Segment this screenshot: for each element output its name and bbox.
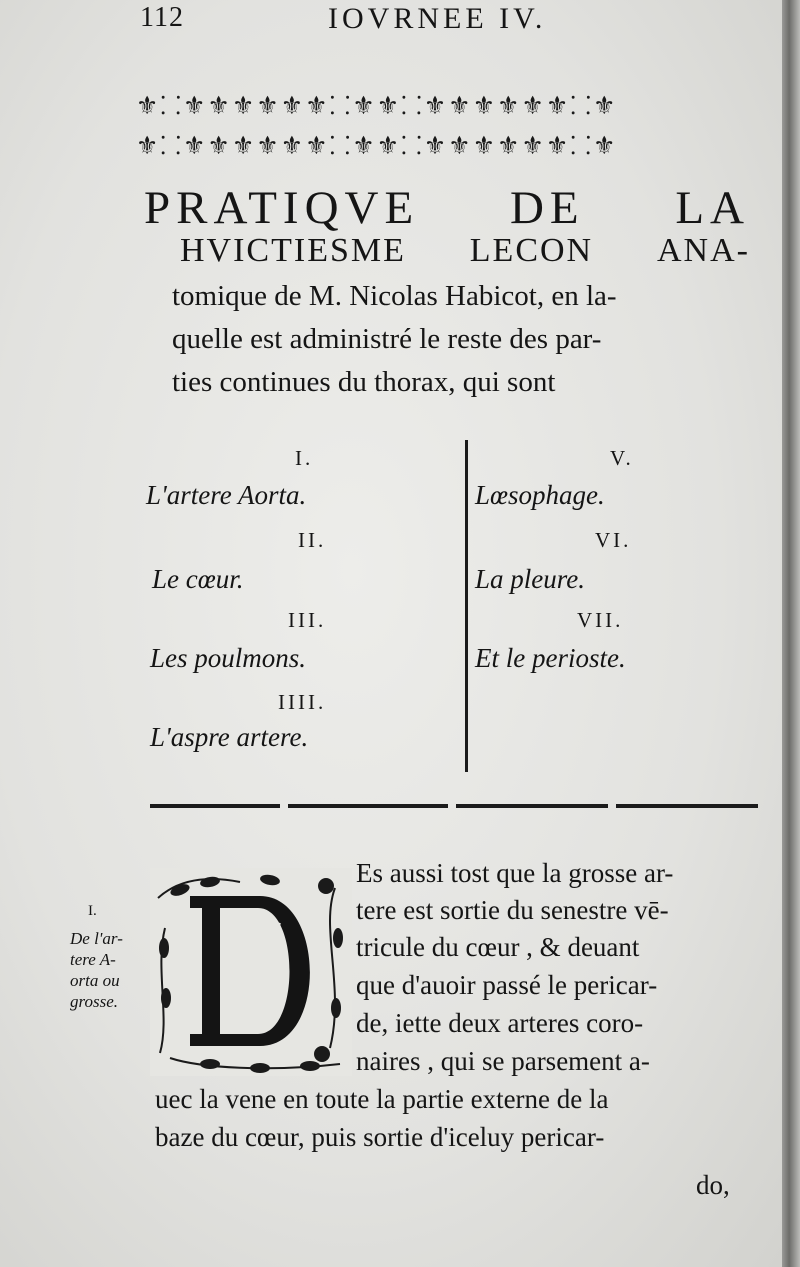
title-word: HVICTIESME [180, 232, 406, 269]
ornament-row-top: ⚜⸬⚜⚜⚜⚜⚜⚜⸬⚜⚜⸬⚜⚜⚜⚜⚜⚜⸬⚜ [136, 91, 618, 120]
body-text-line: uec la vene en toute la partie externe de la [155, 1084, 609, 1114]
item-number: III. [288, 608, 327, 632]
catchword: do, [696, 1170, 730, 1200]
chapter-title-line-5: ties continues du thorax, qui sont [172, 366, 556, 398]
item-label: L'artere Aorta. [146, 480, 307, 510]
section-rule [616, 804, 758, 808]
chapter-title-line-1 [144, 181, 750, 235]
ornament-row-bottom: ⚜⸬⚜⚜⚜⚜⚜⚜⸬⚜⚜⸬⚜⚜⚜⚜⚜⚜⸬⚜ [136, 131, 618, 160]
body-text-line: naires , qui se parsement a- [356, 1046, 650, 1076]
marginal-number: I. [88, 903, 97, 919]
body-text-line: tere est sortie du senestre vē- [356, 895, 669, 925]
marginal-line: orta ou [70, 971, 120, 990]
section-rule [456, 804, 608, 808]
chapter-title-line-2 [180, 232, 750, 270]
section-rule [288, 804, 448, 808]
decorated-initial [150, 868, 352, 1076]
page-number: 112 [140, 2, 184, 33]
item-label: La pleure. [475, 564, 585, 594]
title-word: LA [675, 182, 750, 234]
body-text-line: baze du cœur, puis sortie d'iceluy pericar- [155, 1122, 605, 1152]
body-text-line: que d'auoir passé le pericar- [356, 970, 658, 1000]
contents-list [140, 440, 760, 780]
running-title: IOVRNEE IV. [328, 2, 547, 35]
item-label: Et le perioste. [475, 643, 626, 673]
column-divider [465, 440, 468, 772]
chapter-title-line-4: quelle est administré le reste des par- [172, 323, 602, 355]
marginal-line: tere A- [70, 950, 116, 969]
chapter-title-line-3: tomique de M. Nicolas Habicot, en la- [172, 280, 617, 312]
item-number: I. [295, 446, 314, 470]
marginal-line: De l'ar- [70, 929, 123, 948]
section-rule [150, 804, 280, 808]
item-label: Les poulmons. [150, 643, 307, 673]
fleuron-ornament-band [136, 86, 748, 172]
item-label: L'aspre artere. [150, 722, 309, 752]
body-text-line: tricule du cœur , & deuant [356, 932, 640, 962]
body-text-line: Es aussi tost que la grosse ar- [356, 858, 674, 888]
body-text-line: de, iette deux arteres coro- [356, 1008, 644, 1038]
page-gutter-edge [782, 0, 800, 1267]
item-number: V. [610, 446, 634, 470]
title-word: ANA- [657, 232, 750, 269]
running-head [0, 0, 782, 40]
title-word: LECON [469, 232, 594, 269]
item-label: Lœsophage. [475, 480, 605, 510]
item-number: VII. [577, 608, 624, 632]
marginal-line: grosse. [70, 992, 119, 1011]
title-word: PRATIQVE [144, 182, 420, 234]
item-label: Le cœur. [152, 564, 244, 594]
title-word: DE [509, 182, 585, 234]
item-number: II. [298, 528, 327, 552]
item-number: IIII. [278, 690, 327, 714]
marginal-note [70, 928, 123, 1012]
item-number: VI. [595, 528, 632, 552]
